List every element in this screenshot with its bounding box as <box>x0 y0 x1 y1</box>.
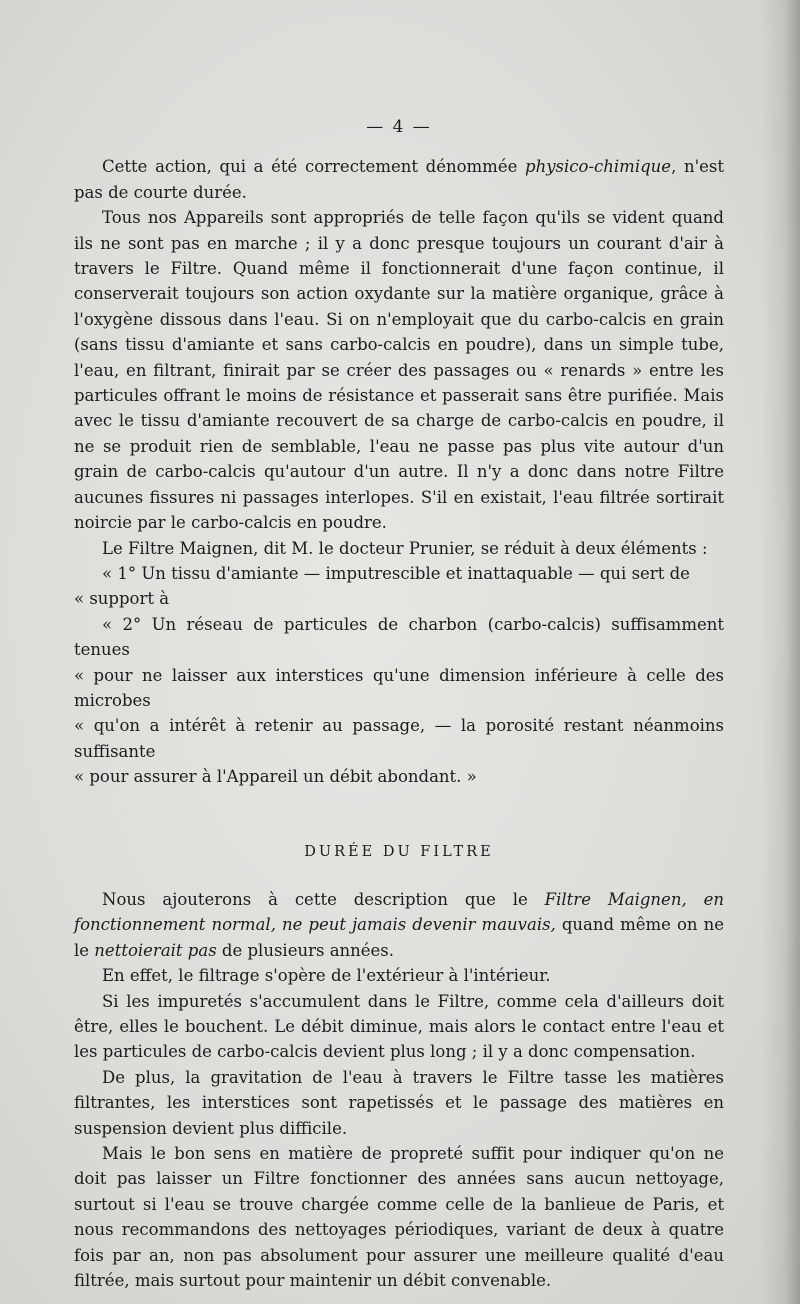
quote-line: « qu'on a intérêt à retenir au passage, — la porosité restant néanmoins suffisante <box>74 716 724 761</box>
quote-line: « pour ne laisser aux interstices qu'une dimension inférieure à celle des microbes <box>74 665 724 710</box>
paragraph-gravitation: De plus, la gravitation de l'eau à travers le Filtre tasse les matières filtrantes, les interstices sont rapetissés et le passage des matières en suspension devient plus difficile. <box>74 1067 724 1138</box>
paragraph-action: Cette action, qui a été correctement dénommée physico-chimique, n'est pas de courte durée. <box>74 157 724 202</box>
paragraph-impuretes: Si les impuretés s'accumulent dans le Filtre, comme cela d'ailleurs doit être, elles le bouchent. Le débit diminue, mais alors le contact entre l'eau et les particules de carbo-calcis devient plus long ; il y a donc compensation. <box>74 991 724 1062</box>
paragraph-appareils: Tous nos Appareils sont appropriés de telle façon qu'ils se vident quand ils ne sont pas en marche ; il y a donc presque toujours un courant d'air à travers le Filtre. Quand même il fonctionnerait d'une façon continue, il conserverait toujours son action oxydante sur la matière organique, grâce à l'oxygène dissous dans l'eau. Si on n'employait que du carbo-calcis en grain (sans tissu d'amiante et sans carbo-calcis en poudre), dans un simple tube, l'eau, en filtrant, finirait par se créer des passages ou « renards » entre les particules offrant le moins de résistance et passerait sans être purifiée. Mais avec le tissu d'amiante recouvert de sa charge de carbo-calcis en poudre, il ne se produit rien de semblable, l'eau ne passe pas plus vite autour d'un grain de carbo-calcis qu'autour d'un autre. Il n'y a donc dans notre Filtre aucunes fissures ni passages interlopes. S'il en existait, l'eau filtrée sortirait noircie par le carbo-calcis en poudre. <box>74 208 724 533</box>
quote-line: « pour assurer à l'Appareil un débit abondant. » <box>74 767 477 787</box>
page-number: — 4 — <box>366 117 432 137</box>
quote-line: « support à <box>74 589 170 609</box>
paragraph-description: Nous ajouterons à cette description que le Filtre Maignen, en fonctionnement normal, ne peut jamais devenir mauvais, quand même on ne le nettoierait pas de plusieurs années. <box>74 889 724 960</box>
quote-line: « 1° Un tissu d'amiante — imputrescible et inattaquable — qui sert de <box>102 563 690 583</box>
page-content <box>74 115 724 1293</box>
quote-line: « 2° Un réseau de particules de charbon (carbo-calcis) suffisamment tenues <box>74 614 724 660</box>
page-edge-shadow <box>760 0 800 1304</box>
paragraph-nettoyage: Mais le bon sens en matière de propreté suffit pour indiquer qu'on ne doit pas laisser un Filtre fonctionner des années sans aucun nettoyage, surtout si l'eau se trouve chargée comme celle de la banlieue de Paris, et nous recommandons des nettoyages périodiques, variant de deux à quatre fois par an, non pas absolument pour assurer une meilleure qualité d'eau filtrée, mais surtout pour maintenir un débit convenable. <box>74 1144 724 1291</box>
section-heading: DURÉE DU FILTRE <box>304 843 494 860</box>
paragraph-prunier: Le Filtre Maignen, dit M. le docteur Prunier, se réduit à deux éléments : <box>102 538 708 558</box>
quotation-block <box>74 561 724 790</box>
paragraph-effet: En effet, le filtrage s'opère de l'extérieur à l'intérieur. <box>102 966 551 986</box>
